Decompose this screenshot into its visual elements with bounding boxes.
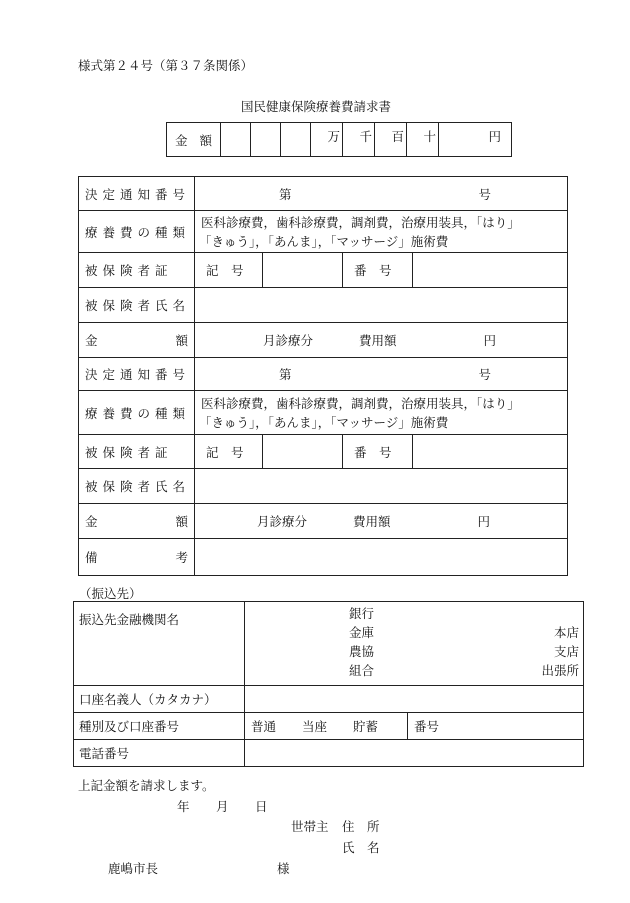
date-day: 日 <box>255 799 268 814</box>
phone-label: 電話番号 <box>74 740 245 767</box>
claim-month: 月診療分 <box>257 514 308 529</box>
claim-amount-kin: 金 <box>85 333 98 348</box>
remarks-field[interactable] <box>195 539 568 576</box>
amount-box-label <box>167 123 221 157</box>
amount-yen-cell[interactable] <box>439 123 512 157</box>
care-type-label: 療養費の種類 <box>79 211 195 253</box>
householder-label: 世帯主 <box>291 819 329 834</box>
address-label: 住 所 <box>342 819 380 834</box>
bank-type-kumiai: 組合 <box>349 663 375 678</box>
decision-go: 号 <box>478 367 492 382</box>
bank-name-field[interactable] <box>245 602 584 686</box>
branch-type-shiten: 支店 <box>553 644 579 659</box>
amount-hyaku-cell[interactable] <box>375 123 407 157</box>
unit-yen: 円 <box>488 129 501 144</box>
account-number-label: 番号 <box>414 719 440 734</box>
claim-statement: 上記金額を請求します。 <box>78 778 215 793</box>
form-number: 様式第２４号（第３７条関係） <box>78 58 254 73</box>
claim-amount-label <box>79 323 195 358</box>
claim-yen: 円 <box>477 514 491 529</box>
decision-dai: 第 <box>279 186 292 202</box>
claim-amount-label <box>79 504 195 539</box>
document-title: 国民健康保険療養費請求書 <box>241 99 392 114</box>
mayor-label: 鹿嶋市長 <box>108 861 159 876</box>
amount-digit-cell[interactable] <box>251 123 281 157</box>
insured-name-field[interactable] <box>195 469 568 504</box>
card-kigo-label: 記 号 <box>195 435 263 469</box>
branch-type-shuccho: 出張所 <box>541 663 579 678</box>
bank-type-kinko: 金庫 <box>349 625 375 640</box>
amount-sen-cell[interactable] <box>343 123 375 157</box>
care-type-options[interactable] <box>195 391 568 435</box>
unit-hyaku: 百 <box>391 129 404 144</box>
remarks-kou: 考 <box>175 550 188 565</box>
decision-dai: 第 <box>279 367 292 382</box>
unit-man: 万 <box>327 129 340 144</box>
account-type-number-label: 種別及び口座番号 <box>74 713 245 740</box>
date-year: 年 <box>177 799 190 814</box>
remarks-label <box>79 539 195 576</box>
card-kigo-field[interactable] <box>263 253 343 288</box>
insurance-card-label: 被保険者証 <box>79 435 195 469</box>
account-type-chochiku: 貯蓄 <box>353 719 379 734</box>
amount-juu-cell[interactable] <box>407 123 439 157</box>
decision-go: 号 <box>478 186 492 202</box>
claim-amount-field[interactable] <box>195 323 568 358</box>
honorific-sama: 様 <box>277 861 290 876</box>
account-number-field[interactable] <box>408 713 584 740</box>
account-type-options[interactable] <box>245 713 408 740</box>
claim-cost: 費用額 <box>353 514 391 529</box>
amount-digit-cell[interactable] <box>281 123 311 157</box>
bank-type-ginko: 銀行 <box>349 606 375 621</box>
decision-number-field[interactable] <box>195 358 568 391</box>
date-month: 月 <box>216 799 229 814</box>
branch-type-honten: 本店 <box>553 625 579 640</box>
card-bango-label: 番 号 <box>343 435 413 469</box>
account-holder-label: 口座名義人（カタカナ） <box>74 686 245 713</box>
claim-amount-field[interactable] <box>195 504 568 539</box>
claim-amount-gaku: 額 <box>175 514 188 529</box>
card-kigo-field[interactable] <box>263 435 343 469</box>
care-type-options[interactable] <box>195 211 568 253</box>
amount-label-kin: 金 <box>175 132 188 148</box>
claim-amount-kin: 金 <box>85 514 98 529</box>
claim-yen: 円 <box>483 333 497 348</box>
decision-number-label: 決定通知番号 <box>79 177 195 211</box>
card-kigo-label: 記 号 <box>195 253 263 288</box>
insured-name-label: 被保険者氏名 <box>79 469 195 504</box>
insurance-card-label: 被保険者証 <box>79 253 195 288</box>
care-type-line2: 「きゅう」，「あんま」，「マッサージ」施術費 <box>199 233 449 249</box>
card-bango-field[interactable] <box>413 253 568 288</box>
transfer-heading: （振込先） <box>79 586 142 601</box>
claim-amount-gaku: 額 <box>175 333 188 348</box>
claim-month: 月診療分 <box>263 333 314 348</box>
amount-label-gaku: 額 <box>199 132 212 148</box>
amount-box <box>166 122 512 157</box>
unit-sen: 千 <box>359 129 372 144</box>
account-holder-field[interactable] <box>245 686 584 713</box>
amount-digit-cell[interactable] <box>221 123 251 157</box>
unit-juu: 十 <box>423 129 436 144</box>
decision-number-field[interactable] <box>195 177 568 211</box>
claims-table <box>78 176 568 576</box>
amount-man-cell[interactable] <box>311 123 343 157</box>
care-type-line2: 「きゅう」，「あんま」，「マッサージ」施術費 <box>199 414 449 430</box>
insured-name-field[interactable] <box>195 288 568 323</box>
claim-cost: 費用額 <box>359 333 397 348</box>
account-type-futsu: 普通 <box>251 719 277 734</box>
account-type-toza: 当座 <box>302 719 328 734</box>
remarks-bi: 備 <box>85 550 98 565</box>
transfer-table <box>73 601 584 767</box>
decision-number-label: 決定通知番号 <box>79 358 195 391</box>
bank-name-label: 振込先金融機関名 <box>74 602 245 686</box>
insured-name-label: 被保険者氏名 <box>79 288 195 323</box>
care-type-line1: 医科診療費，歯科診療費，調剤費，治療用装具，「はり」 <box>201 214 520 230</box>
name-label: 氏 名 <box>342 840 380 855</box>
card-bango-field[interactable] <box>413 435 568 469</box>
phone-field[interactable] <box>245 740 584 767</box>
care-type-label: 療養費の種類 <box>79 391 195 435</box>
card-bango-label: 番 号 <box>343 253 413 288</box>
care-type-line1: 医科診療費，歯科診療費，調剤費，治療用装具，「はり」 <box>201 395 520 411</box>
bank-type-nokyo: 農協 <box>349 644 375 659</box>
